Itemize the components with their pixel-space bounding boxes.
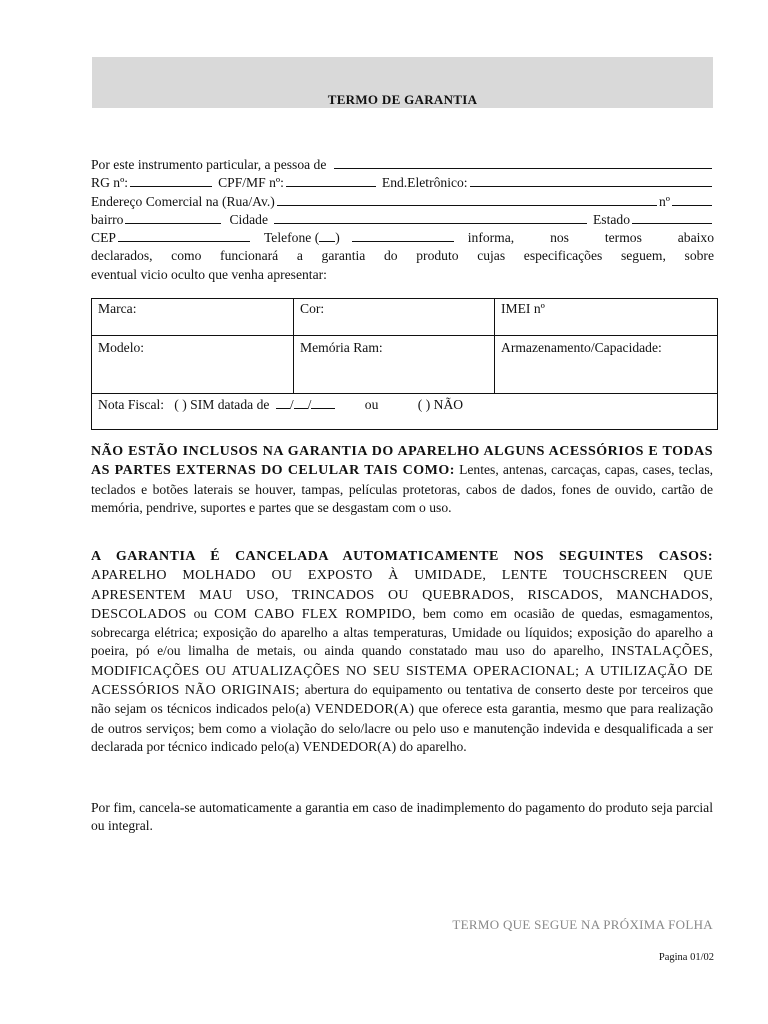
cancellation-caps-4: VENDEDOR(A)	[314, 702, 415, 718]
intro-line-7: eventual vicio oculto que venha apresentar:	[91, 266, 327, 282]
model-cell[interactable]	[92, 336, 294, 394]
ddd-field-line[interactable]	[319, 229, 335, 242]
cancellation-caps-2: COM CABO FLEX ROMPIDO,	[214, 606, 416, 622]
phone-label: Telefone (	[263, 230, 320, 246]
intro-line-4	[91, 211, 714, 229]
phone-paren: )	[335, 230, 340, 246]
imei-label: IMEI nº	[501, 301, 545, 316]
intro-line-1	[91, 156, 714, 174]
city-label: Cidade	[229, 211, 268, 227]
or-text: ou	[364, 397, 379, 412]
address-field-line[interactable]	[277, 193, 657, 206]
ram-cell[interactable]	[294, 336, 495, 394]
color-label: Cor:	[300, 301, 325, 316]
cancellation-or: ou	[193, 605, 208, 621]
ram-label: Memória Ram:	[300, 340, 383, 355]
invoice-cell	[92, 394, 718, 430]
cancellation-body-2: abertura do equipamento ou tentativa de conserto deste por terceiros que não sejam os técnicos indicados pelo(a)	[91, 682, 713, 717]
default-body: Por fim, cancela-se automaticamente a garantia em caso de inadimplemento do pagamento do produto seja parcial ou integral.	[91, 800, 713, 834]
cancellation-section	[91, 547, 713, 756]
number-label: nº	[658, 193, 670, 209]
storage-label: Armazenamento/Capacidade:	[501, 340, 662, 355]
rg-label: RG nº:	[91, 175, 129, 191]
default-section	[91, 799, 713, 836]
imei-cell[interactable]	[495, 299, 718, 336]
name-field-line[interactable]	[334, 156, 712, 169]
email-field-line[interactable]	[470, 174, 712, 187]
cancellation-caps-1: APARELHO MOLHADO OU EXPOSTO À UMIDADE, LENTE TOUCHSCREEN QUE APRESENTEM MAU USO, TRINCADOS OU QUEBRADOS, RISCADOS, MANCHADOS, DESCOLADOS	[91, 568, 713, 622]
state-field-line[interactable]	[632, 211, 712, 224]
color-cell[interactable]	[294, 299, 495, 336]
storage-cell[interactable]	[495, 336, 718, 394]
cancellation-heading: A GARANTIA É CANCELADA AUTOMATICAMENTE NOS SEGUINTES CASOS:	[91, 549, 713, 564]
day-field-line[interactable]	[276, 396, 290, 409]
intro-line-3	[91, 193, 714, 211]
invoice-row: Nota Fiscal: ( ) SIM datada de / / ou ( ) NÃO	[98, 397, 464, 412]
invoice-yes-option[interactable]: ( ) SIM datada de	[174, 397, 270, 412]
cpf-field-line[interactable]	[286, 174, 376, 187]
intro-text: Por este instrumento particular, a pessoa de	[91, 157, 327, 172]
continued-notice: TERMO QUE SEGUE NA PRÓXIMA FOLHA	[452, 917, 713, 932]
email-label: End.Eletrônico:	[381, 175, 468, 191]
cpf-label: CPF/MF nº:	[218, 175, 284, 191]
bairro-field-line[interactable]	[125, 211, 221, 224]
cancellation-caps-3: INSTALAÇÕES, MODIFICAÇÕES OU ATUALIZAÇÕES NO SEU SISTEMA OPERACIONAL; A UTILIZAÇÃO DE ACESSÓRIOS NÃO ORIGINAIS;	[91, 644, 713, 699]
model-label: Modelo:	[98, 340, 145, 355]
exclusions-body: Lentes, antenas, carcaças, capas, cases, teclas, teclados e botões laterais se houver, tampas, películas protetoras, cabos de dados, fones de ouvido, cartão de memória, pendrive, suportes e partes que se desgastam com o uso.	[91, 462, 714, 515]
number-field-line[interactable]	[672, 193, 712, 206]
brand-label: Marca:	[98, 301, 137, 316]
exclusions-heading: NÃO ESTÃO INCLUSOS NA GARANTIA DO APARELHO ALGUNS ACESSÓRIOS E TODAS AS PARTES EXTERNAS DO CELULAR TAIS COMO:	[91, 444, 713, 479]
intro-line-5	[91, 229, 714, 247]
invoice-label: Nota Fiscal:	[98, 397, 165, 412]
device-spec-table	[91, 298, 718, 430]
invoice-no-option[interactable]: ( ) NÃO	[417, 397, 464, 412]
cep-field-line[interactable]	[118, 229, 250, 242]
state-label: Estado	[593, 211, 630, 227]
address-label: Endereço Comercial na (Rua/Av.)	[91, 193, 275, 209]
intro-continuation: informa, nos termos abaixo	[467, 230, 714, 246]
intro-section	[91, 156, 714, 284]
intro-line-6: declarados, como funcionará a garantia do produto cujas especificações seguem, sobre	[91, 248, 714, 264]
page-number: Pagina 01/02	[658, 952, 714, 963]
cancellation-body-3: que oferece esta garantia, mesmo que para realização de outros serviços; bem como a violação do selo/lacre ou pelo uso e manutenção indevida e desqualificada a ser declarada por técnico indicado pelo(a) VENDEDOR(A) do aparelho.	[91, 701, 713, 754]
document-title: TERMO DE GARANTIA	[327, 92, 478, 107]
city-field-line[interactable]	[274, 211, 587, 224]
cancellation-body-1: bem como em ocasião de quedas, esmagamentos, sobrecarga elétrica; exposição do aparelho a altas temperaturas, Umidade ou líquidos; exposição do aparelho a poeira, pó e/ou limalha de metais, ou ainda quando constatado mau uso do aparelho,	[91, 605, 714, 659]
phone-field-line[interactable]	[352, 229, 454, 242]
intro-line-2	[91, 174, 714, 192]
year-field-line[interactable]	[311, 396, 335, 409]
month-field-line[interactable]	[294, 396, 308, 409]
bairro-label: bairro	[91, 211, 124, 227]
rg-field-line[interactable]	[130, 174, 212, 187]
exclusions-section	[91, 442, 713, 517]
cep-label: CEP	[91, 230, 116, 246]
brand-cell[interactable]	[92, 299, 294, 336]
